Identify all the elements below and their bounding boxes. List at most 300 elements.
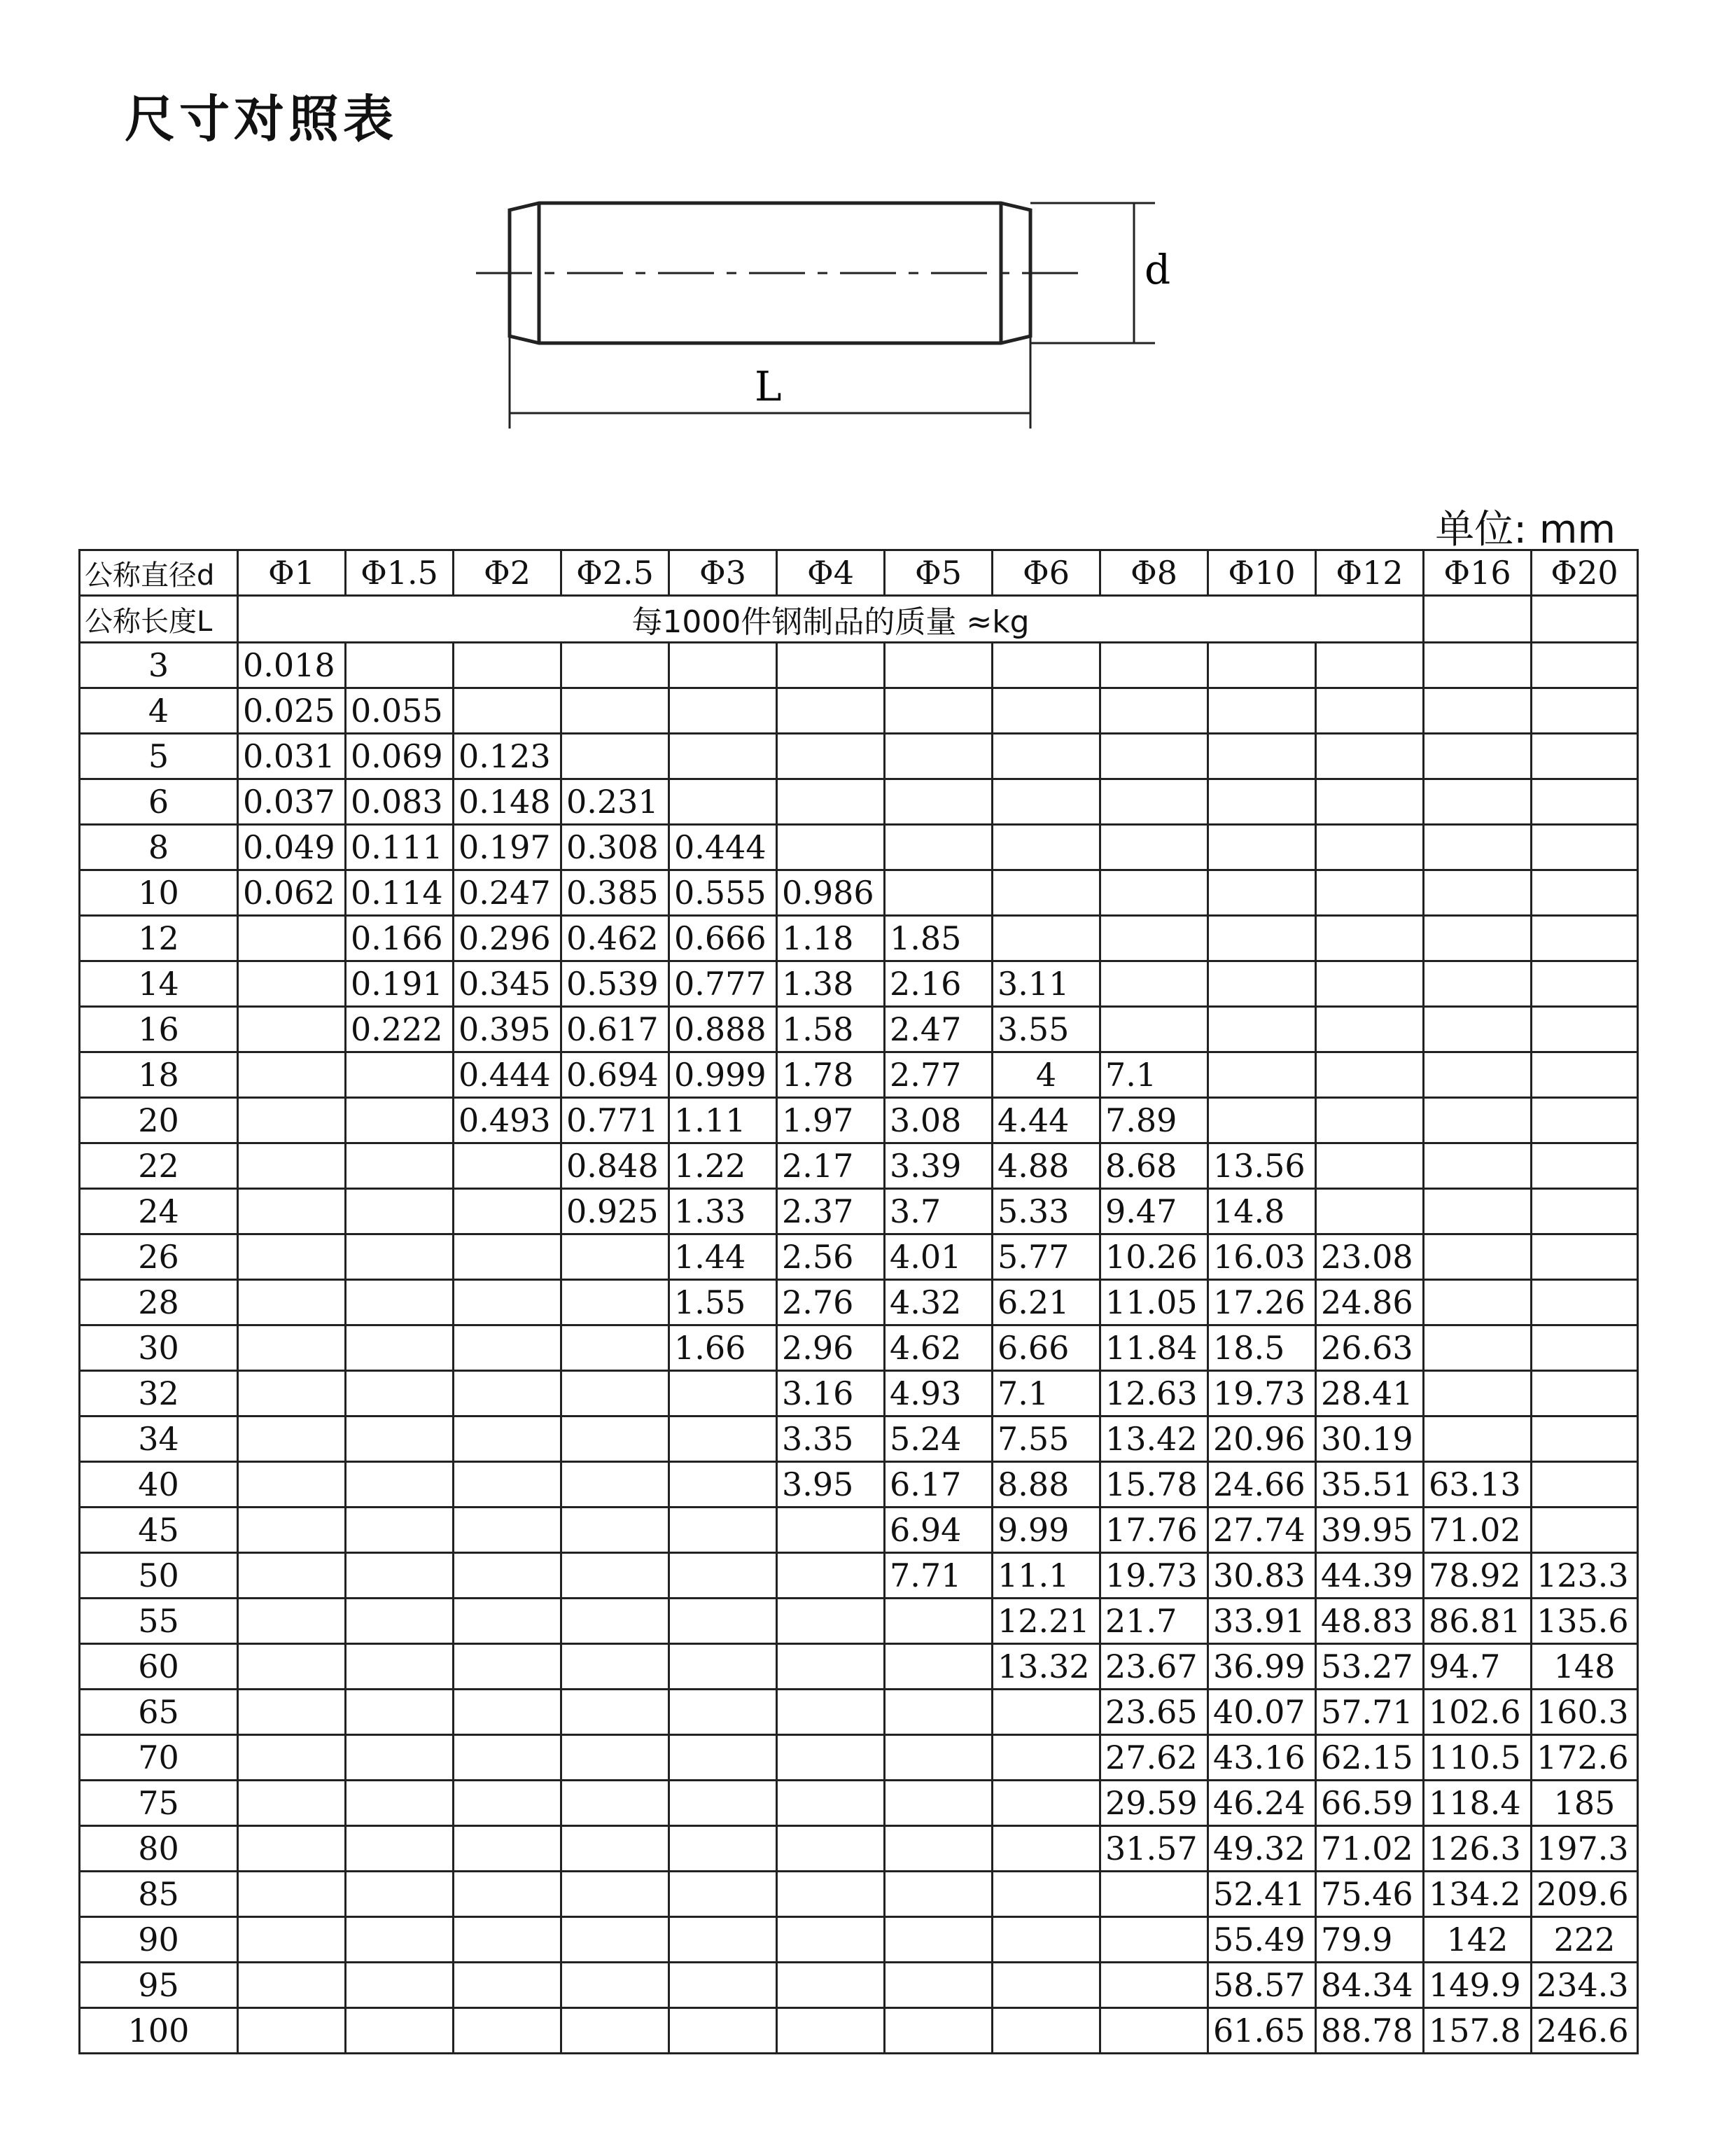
mass-cell <box>561 1280 669 1325</box>
mass-cell <box>454 643 561 688</box>
mass-cell: 52.41 <box>1208 1872 1316 1917</box>
length-cell: 85 <box>80 1872 238 1917</box>
mass-cell: 0.666 <box>669 916 777 961</box>
mass-cell: 27.74 <box>1208 1508 1316 1553</box>
mass-cell <box>669 1599 777 1644</box>
mass-cell <box>1424 1325 1532 1371</box>
mass-cell <box>1424 916 1532 961</box>
mass-cell: 0.062 <box>238 870 346 916</box>
mass-cell <box>1424 961 1532 1007</box>
mass-cell <box>993 1963 1100 2008</box>
mass-cell <box>669 1781 777 1826</box>
mass-cell <box>669 1872 777 1917</box>
mass-cell <box>561 1917 669 1963</box>
mass-cell <box>885 825 993 870</box>
mass-cell: 149.9 <box>1424 1963 1532 2008</box>
mass-cell <box>1208 961 1316 1007</box>
diameter-header: Φ1.5 <box>346 550 454 596</box>
mass-cell <box>1208 688 1316 734</box>
mass-cell: 36.99 <box>1208 1644 1316 1690</box>
mass-cell <box>238 1098 346 1143</box>
mass-cell: 209.6 <box>1532 1872 1638 1917</box>
mass-cell <box>1316 688 1424 734</box>
mass-cell <box>561 2008 669 2054</box>
length-cell: 16 <box>80 1007 238 1052</box>
mass-cell <box>454 1416 561 1462</box>
mass-cell <box>238 1234 346 1280</box>
mass-cell: 5.24 <box>885 1416 993 1462</box>
mass-cell <box>777 825 885 870</box>
mass-cell: 30.83 <box>1208 1553 1316 1599</box>
table-row <box>80 688 1638 734</box>
mass-cell <box>1424 1098 1532 1143</box>
mass-cell: 0.444 <box>669 825 777 870</box>
mass-cell <box>777 1644 885 1690</box>
mass-cell <box>777 2008 885 2054</box>
table-row <box>80 1280 1638 1325</box>
mass-cell <box>885 1872 993 1917</box>
length-cell: 12 <box>80 916 238 961</box>
mass-cell <box>993 825 1100 870</box>
table-body <box>80 643 1638 2054</box>
length-cell: 45 <box>80 1508 238 1553</box>
mass-cell <box>561 1599 669 1644</box>
mass-cell <box>1532 961 1638 1007</box>
mass-cell <box>669 688 777 734</box>
table-row <box>80 961 1638 1007</box>
mass-cell: 0.999 <box>669 1052 777 1098</box>
mass-cell: 40.07 <box>1208 1690 1316 1735</box>
mass-cell: 44.39 <box>1316 1553 1424 1599</box>
mass-cell: 79.9 <box>1316 1917 1424 1963</box>
mass-cell <box>669 1963 777 2008</box>
mass-cell <box>346 1644 454 1690</box>
mass-cell: 5.33 <box>993 1189 1100 1234</box>
mass-cell <box>1316 1052 1424 1098</box>
mass-cell <box>238 1189 346 1234</box>
mass-cell <box>238 961 346 1007</box>
diameter-header-label: 公称直径d <box>80 550 238 596</box>
mass-cell <box>777 734 885 779</box>
empty-cell <box>1532 596 1638 643</box>
length-cell: 32 <box>80 1371 238 1416</box>
table-row <box>80 779 1638 825</box>
mass-cell <box>993 1735 1100 1781</box>
mass-cell <box>238 1690 346 1735</box>
mass-cell <box>777 1826 885 1872</box>
length-cell: 4 <box>80 688 238 734</box>
mass-cell: 0.395 <box>454 1007 561 1052</box>
mass-caption: 每1000件钢制品的质量 ≈kg <box>238 596 1424 643</box>
mass-cell <box>993 1826 1100 1872</box>
mass-cell <box>346 1052 454 1098</box>
mass-cell <box>561 1735 669 1781</box>
length-cell: 65 <box>80 1690 238 1735</box>
mass-cell: 2.16 <box>885 961 993 1007</box>
mass-cell: 15.78 <box>1100 1462 1208 1508</box>
mass-cell <box>1316 1098 1424 1143</box>
mass-cell: 7.1 <box>1100 1052 1208 1098</box>
mass-cell: 7.71 <box>885 1553 993 1599</box>
mass-cell <box>1424 643 1532 688</box>
mass-cell: 78.92 <box>1424 1553 1532 1599</box>
mass-cell: 2.56 <box>777 1234 885 1280</box>
mass-cell <box>561 1416 669 1462</box>
mass-cell: 53.27 <box>1316 1644 1424 1690</box>
mass-cell <box>1532 643 1638 688</box>
mass-cell: 2.37 <box>777 1189 885 1234</box>
table-row <box>80 2008 1638 2054</box>
length-cell: 40 <box>80 1462 238 1508</box>
mass-cell <box>1532 1007 1638 1052</box>
mass-cell: 0.777 <box>669 961 777 1007</box>
mass-cell: 57.71 <box>1316 1690 1424 1735</box>
length-cell: 10 <box>80 870 238 916</box>
mass-cell <box>454 1735 561 1781</box>
mass-cell: 8.88 <box>993 1462 1100 1508</box>
table-row <box>80 1189 1638 1234</box>
mass-cell <box>1532 1416 1638 1462</box>
mass-cell <box>346 1280 454 1325</box>
mass-cell: 2.77 <box>885 1052 993 1098</box>
mass-cell: 4.93 <box>885 1371 993 1416</box>
length-cell: 100 <box>80 2008 238 2054</box>
table-row <box>80 1325 1638 1371</box>
mass-cell <box>346 1690 454 1735</box>
diameter-header: Φ5 <box>885 550 993 596</box>
mass-cell: 61.65 <box>1208 2008 1316 2054</box>
table-row <box>80 1917 1638 1963</box>
mass-cell <box>669 1826 777 1872</box>
mass-cell: 0.031 <box>238 734 346 779</box>
table-row <box>80 1963 1638 2008</box>
mass-cell: 126.3 <box>1424 1826 1532 1872</box>
mass-cell: 0.083 <box>346 779 454 825</box>
mass-cell <box>885 779 993 825</box>
mass-cell <box>885 1781 993 1826</box>
mass-cell: 0.848 <box>561 1143 669 1189</box>
mass-cell: 1.22 <box>669 1143 777 1189</box>
mass-cell: 0.247 <box>454 870 561 916</box>
table-row <box>80 870 1638 916</box>
mass-cell <box>454 1325 561 1371</box>
table-row <box>80 1599 1638 1644</box>
mass-cell <box>1532 1143 1638 1189</box>
mass-cell: 4.44 <box>993 1098 1100 1143</box>
mass-cell <box>346 1325 454 1371</box>
mass-cell <box>346 1371 454 1416</box>
diameter-header: Φ4 <box>777 550 885 596</box>
mass-cell <box>1424 779 1532 825</box>
mass-cell: 1.58 <box>777 1007 885 1052</box>
mass-cell <box>561 688 669 734</box>
mass-cell <box>777 643 885 688</box>
mass-cell <box>1532 1098 1638 1143</box>
table-row <box>80 1143 1638 1189</box>
mass-cell: 0.539 <box>561 961 669 1007</box>
dim-d-label: d <box>1144 246 1171 293</box>
mass-cell <box>346 643 454 688</box>
mass-cell: 24.66 <box>1208 1462 1316 1508</box>
mass-cell <box>346 1963 454 2008</box>
mass-cell <box>561 1826 669 1872</box>
mass-cell <box>346 1826 454 1872</box>
unit-label: 单位: mm <box>1435 507 1616 552</box>
mass-cell <box>669 1917 777 1963</box>
mass-cell <box>1532 870 1638 916</box>
mass-cell <box>885 1917 993 1963</box>
mass-cell: 1.11 <box>669 1098 777 1143</box>
length-cell: 90 <box>80 1917 238 1963</box>
mass-cell: 31.57 <box>1100 1826 1208 1872</box>
mass-cell <box>238 1781 346 1826</box>
mass-cell <box>346 1917 454 1963</box>
mass-cell <box>669 734 777 779</box>
mass-cell: 4 <box>993 1052 1100 1098</box>
mass-cell: 1.55 <box>669 1280 777 1325</box>
mass-cell: 0.111 <box>346 825 454 870</box>
mass-cell <box>1532 1280 1638 1325</box>
mass-cell <box>1100 961 1208 1007</box>
dim-L-label: L <box>755 363 782 410</box>
mass-cell <box>1100 734 1208 779</box>
mass-cell <box>454 1872 561 1917</box>
mass-cell <box>346 1143 454 1189</box>
mass-cell: 6.17 <box>885 1462 993 1508</box>
mass-cell: 3.11 <box>993 961 1100 1007</box>
mass-cell <box>454 1234 561 1280</box>
mass-cell: 3.35 <box>777 1416 885 1462</box>
mass-cell <box>777 1508 885 1553</box>
mass-cell: 86.81 <box>1424 1599 1532 1644</box>
mass-cell: 0.555 <box>669 870 777 916</box>
mass-cell: 1.33 <box>669 1189 777 1234</box>
mass-cell <box>885 1826 993 1872</box>
mass-cell <box>1100 916 1208 961</box>
mass-cell <box>1208 916 1316 961</box>
mass-cell: 0.025 <box>238 688 346 734</box>
mass-cell: 0.231 <box>561 779 669 825</box>
mass-cell: 23.65 <box>1100 1690 1208 1735</box>
diameter-header: Φ2 <box>454 550 561 596</box>
mass-cell: 157.8 <box>1424 2008 1532 2054</box>
table-row <box>80 825 1638 870</box>
mass-cell: 26.63 <box>1316 1325 1424 1371</box>
mass-cell: 3.55 <box>993 1007 1100 1052</box>
mass-cell <box>238 1917 346 1963</box>
mass-cell: 0.222 <box>346 1007 454 1052</box>
mass-cell <box>561 1508 669 1553</box>
mass-cell: 23.08 <box>1316 1234 1424 1280</box>
mass-cell: 135.6 <box>1532 1599 1638 1644</box>
mass-cell: 0.123 <box>454 734 561 779</box>
table-row <box>80 734 1638 779</box>
mass-cell <box>993 1781 1100 1826</box>
mass-cell <box>993 734 1100 779</box>
mass-cell <box>346 1416 454 1462</box>
mass-cell: 102.6 <box>1424 1690 1532 1735</box>
mass-cell: 0.694 <box>561 1052 669 1098</box>
mass-cell <box>1424 1371 1532 1416</box>
mass-cell <box>1532 734 1638 779</box>
mass-cell: 0.037 <box>238 779 346 825</box>
length-cell: 22 <box>80 1143 238 1189</box>
mass-cell <box>885 1735 993 1781</box>
mass-cell: 1.38 <box>777 961 885 1007</box>
mass-cell: 7.55 <box>993 1416 1100 1462</box>
mass-cell <box>346 2008 454 2054</box>
length-cell: 18 <box>80 1052 238 1098</box>
mass-cell: 28.41 <box>1316 1371 1424 1416</box>
mass-cell <box>454 1963 561 2008</box>
mass-cell <box>454 1280 561 1325</box>
mass-cell <box>1532 1325 1638 1371</box>
page-title: 尺寸对照表 <box>125 90 398 148</box>
mass-cell <box>561 1234 669 1280</box>
mass-cell: 6.66 <box>993 1325 1100 1371</box>
mass-cell: 14.8 <box>1208 1189 1316 1234</box>
pin-dimension-diagram <box>462 182 1190 441</box>
length-cell: 26 <box>80 1234 238 1280</box>
mass-cell: 7.1 <box>993 1371 1100 1416</box>
mass-cell <box>1208 825 1316 870</box>
mass-cell <box>238 1599 346 1644</box>
mass-cell <box>561 734 669 779</box>
mass-cell <box>1424 1416 1532 1462</box>
mass-cell <box>669 1371 777 1416</box>
mass-cell <box>1316 643 1424 688</box>
diameter-header: Φ6 <box>993 550 1100 596</box>
mass-cell <box>1316 1007 1424 1052</box>
mass-cell <box>777 1599 885 1644</box>
mass-cell: 12.63 <box>1100 1371 1208 1416</box>
mass-cell <box>1208 1007 1316 1052</box>
mass-cell: 0.197 <box>454 825 561 870</box>
mass-cell: 1.78 <box>777 1052 885 1098</box>
mass-cell <box>561 1644 669 1690</box>
mass-cell <box>1100 2008 1208 2054</box>
mass-cell <box>993 1917 1100 1963</box>
mass-cell: 4.62 <box>885 1325 993 1371</box>
diameter-header: Φ8 <box>1100 550 1208 596</box>
mass-cell <box>669 1462 777 1508</box>
mass-cell <box>346 1553 454 1599</box>
mass-cell: 1.66 <box>669 1325 777 1371</box>
mass-cell <box>454 688 561 734</box>
mass-cell <box>561 1371 669 1416</box>
mass-cell: 43.16 <box>1208 1735 1316 1781</box>
mass-cell: 48.83 <box>1316 1599 1424 1644</box>
mass-cell <box>346 1599 454 1644</box>
mass-cell: 0.493 <box>454 1098 561 1143</box>
mass-cell <box>346 1234 454 1280</box>
mass-cell <box>669 1690 777 1735</box>
mass-cell <box>454 1553 561 1599</box>
mass-cell <box>1424 734 1532 779</box>
mass-cell <box>1532 688 1638 734</box>
mass-cell: 3.95 <box>777 1462 885 1508</box>
mass-cell: 18.5 <box>1208 1325 1316 1371</box>
table-row <box>80 1553 1638 1599</box>
mass-cell <box>1100 643 1208 688</box>
mass-cell <box>993 1690 1100 1735</box>
mass-cell <box>346 1781 454 1826</box>
mass-cell <box>1532 1189 1638 1234</box>
mass-cell <box>1424 825 1532 870</box>
mass-cell: 16.03 <box>1208 1234 1316 1280</box>
mass-cell: 17.76 <box>1100 1508 1208 1553</box>
mass-cell: 1.85 <box>885 916 993 961</box>
mass-cell <box>669 643 777 688</box>
mass-cell: 4.32 <box>885 1280 993 1325</box>
mass-cell <box>346 1098 454 1143</box>
table-row <box>80 916 1638 961</box>
mass-cell <box>993 870 1100 916</box>
mass-cell: 88.78 <box>1316 2008 1424 2054</box>
diameter-header: Φ16 <box>1424 550 1532 596</box>
length-cell: 60 <box>80 1644 238 1690</box>
length-cell: 3 <box>80 643 238 688</box>
mass-cell: 11.05 <box>1100 1280 1208 1325</box>
mass-cell <box>454 1781 561 1826</box>
mass-cell: 1.18 <box>777 916 885 961</box>
diameter-header: Φ1 <box>238 550 346 596</box>
diameter-header-row <box>80 550 1638 596</box>
mass-cell <box>885 870 993 916</box>
mass-cell <box>346 1872 454 1917</box>
mass-cell <box>1424 1143 1532 1189</box>
table-row <box>80 1007 1638 1052</box>
diameter-header: Φ20 <box>1532 550 1638 596</box>
mass-cell: 94.7 <box>1424 1644 1532 1690</box>
mass-cell <box>1316 961 1424 1007</box>
mass-cell <box>1208 734 1316 779</box>
size-table <box>78 549 1639 2054</box>
mass-cell <box>1208 1052 1316 1098</box>
mass-cell: 4.88 <box>993 1143 1100 1189</box>
mass-cell <box>1100 1963 1208 2008</box>
mass-cell: 30.19 <box>1316 1416 1424 1462</box>
table-row <box>80 1826 1638 1872</box>
mass-cell: 27.62 <box>1100 1735 1208 1781</box>
mass-cell: 0.148 <box>454 779 561 825</box>
mass-cell <box>1100 1917 1208 1963</box>
mass-cell: 0.345 <box>454 961 561 1007</box>
mass-cell: 0.296 <box>454 916 561 961</box>
mass-cell: 0.462 <box>561 916 669 961</box>
mass-cell <box>1316 825 1424 870</box>
mass-cell <box>454 1462 561 1508</box>
mass-cell <box>993 916 1100 961</box>
mass-cell: 0.385 <box>561 870 669 916</box>
diameter-header: Φ12 <box>1316 550 1424 596</box>
diameter-header: Φ10 <box>1208 550 1316 596</box>
mass-cell <box>669 1508 777 1553</box>
mass-cell <box>238 1280 346 1325</box>
mass-cell: 75.46 <box>1316 1872 1424 1917</box>
mass-cell: 24.86 <box>1316 1280 1424 1325</box>
mass-cell: 11.84 <box>1100 1325 1208 1371</box>
mass-cell <box>1316 1143 1424 1189</box>
mass-cell: 3.7 <box>885 1189 993 1234</box>
mass-cell <box>777 1553 885 1599</box>
mass-cell: 0.925 <box>561 1189 669 1234</box>
mass-cell: 0.191 <box>346 961 454 1007</box>
length-header-label: 公称长度L <box>80 596 238 643</box>
mass-cell <box>1100 1872 1208 1917</box>
mass-cell <box>238 1462 346 1508</box>
length-cell: 14 <box>80 961 238 1007</box>
